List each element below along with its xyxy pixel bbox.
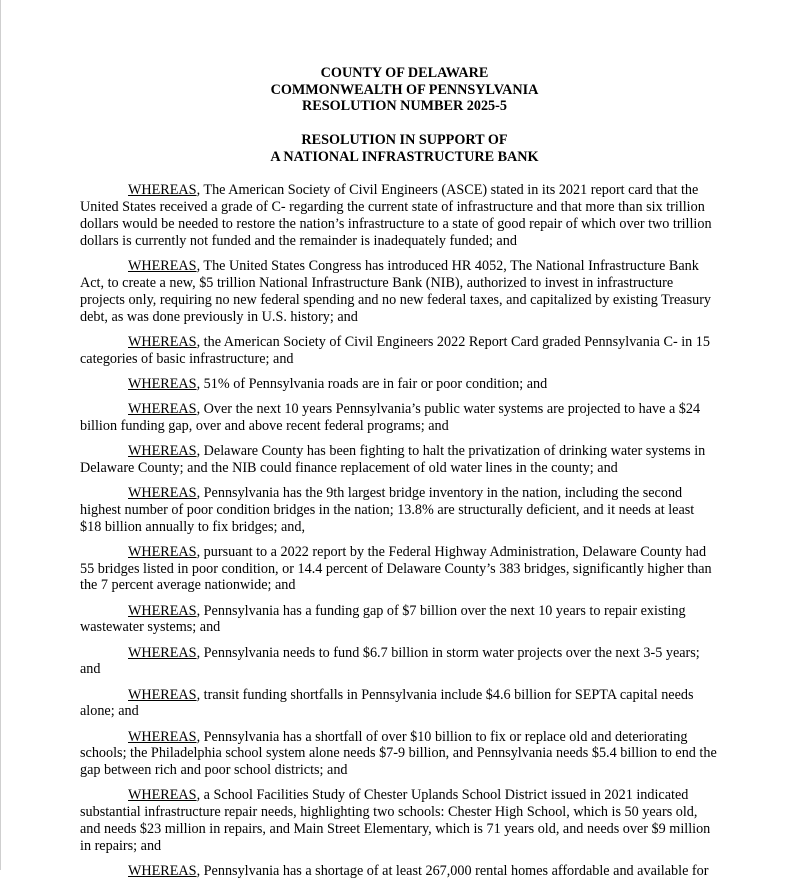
whereas-paragraph bbox=[80, 376, 742, 393]
paragraph-text-line: dollars would be needed to restore the nation’s infrastructure to a state of good repair of which over two trillion bbox=[80, 215, 712, 232]
whereas-keyword: WHEREAS bbox=[128, 484, 197, 501]
whereas-paragraph bbox=[80, 687, 742, 721]
paragraph-text-line: and needs $23 million in repairs, and Main Street Elementary, which is 71 years old, and needs over $9 million bbox=[80, 821, 711, 838]
paragraph-text-line: wastewater systems; and bbox=[80, 619, 221, 636]
paragraph-text-line: $18 billion annually to fix bridges; and, bbox=[80, 518, 305, 535]
whereas-paragraph bbox=[80, 863, 742, 880]
paragraph-text-line: , Pennsylvania has a shortage of at least 267,000 rental homes affordable and available for bbox=[196, 863, 709, 880]
whereas-paragraph bbox=[80, 485, 742, 536]
paragraph-text-line: schools; the Philadelphia school system alone needs $7-9 billion, and Pennsylvania needs $5.4 billion to end the bbox=[80, 745, 717, 762]
paragraph-text-line: in repairs; and bbox=[80, 838, 162, 855]
whereas-paragraph bbox=[80, 645, 742, 679]
whereas-keyword: WHEREAS bbox=[128, 863, 197, 880]
paragraph-text-line: billion funding gap, over and above recent federal programs; and bbox=[80, 417, 449, 434]
paragraph-text-line: and bbox=[80, 661, 101, 678]
whereas-paragraph bbox=[80, 603, 742, 637]
paragraph-text-line: , Over the next 10 years Pennsylvania’s public water systems are projected to have a $24 bbox=[196, 400, 701, 417]
whereas-keyword: WHEREAS bbox=[128, 787, 197, 804]
whereas-keyword: WHEREAS bbox=[128, 728, 197, 745]
whereas-paragraph bbox=[80, 401, 742, 435]
whereas-keyword: WHEREAS bbox=[128, 400, 197, 417]
whereas-keyword: WHEREAS bbox=[128, 602, 197, 619]
paragraph-text-line: highest number of poor condition bridges in the nation; 13.8% are structurally deficient, and it needs at least bbox=[80, 501, 695, 518]
whereas-keyword: WHEREAS bbox=[128, 375, 197, 392]
paragraph-text-line: the 7 percent average nationwide; and bbox=[80, 577, 296, 594]
whereas-keyword: WHEREAS bbox=[128, 644, 197, 661]
paragraph-text-line: categories of basic infrastructure; and bbox=[80, 350, 294, 367]
paragraph-text-line: , pursuant to a 2022 report by the Federal Highway Administration, Delaware County had bbox=[196, 543, 707, 560]
paragraph-text-line: debt, as was done previously in U.S. history; and bbox=[80, 308, 358, 325]
resolution-title-line-2: A NATIONAL INFRASTRUCTURE BANK bbox=[270, 148, 539, 165]
whereas-keyword: WHEREAS bbox=[128, 442, 197, 459]
paragraph-text-line: gap between rich and poor school districts; and bbox=[80, 762, 348, 779]
paragraph-text-line: Delaware County; and the NIB could finance replacement of old water lines in the county; and bbox=[80, 459, 618, 476]
whereas-paragraph bbox=[80, 182, 742, 250]
paragraph-text-line: , Pennsylvania needs to fund $6.7 billion in storm water projects over the next 3-5 years; bbox=[196, 644, 700, 661]
paragraph-text-line: , 51% of Pennsylvania roads are in fair or poor condition; and bbox=[196, 375, 548, 392]
paragraph-text-line: , The American Society of Civil Engineers (ASCE) stated in its 2021 report card that the bbox=[196, 182, 699, 198]
paragraph-text-line: alone; and bbox=[80, 703, 139, 720]
paragraph-text-line: , transit funding shortfalls in Pennsylvania include $4.6 billion for SEPTA capital needs bbox=[196, 686, 694, 703]
paragraph-text-line: projects only, requiring no new federal spending and no new federal taxes, and capitalized by existing Treasury bbox=[80, 291, 712, 308]
whereas-paragraph bbox=[80, 787, 742, 855]
whereas-paragraph bbox=[80, 443, 742, 477]
whereas-keyword: WHEREAS bbox=[128, 543, 197, 560]
paragraph-text-line: , Pennsylvania has a funding gap of $7 billion over the next 10 years to repair existing bbox=[196, 602, 686, 619]
header-county: COUNTY OF DELAWARE bbox=[320, 65, 489, 81]
header-commonwealth: COMMONWEALTH OF PENNSYLVANIA bbox=[270, 81, 539, 98]
resolution-body bbox=[80, 182, 742, 888]
whereas-paragraph bbox=[80, 258, 742, 326]
paragraph-text-line: , a School Facilities Study of Chester Uplands School District issued in 2021 indicated bbox=[196, 787, 689, 804]
paragraph-text-line: United States received a grade of C- regarding the current state of infrastructure and that more than six trillion bbox=[80, 198, 705, 215]
whereas-paragraph bbox=[80, 334, 742, 368]
paragraph-text-line: , Delaware County has been fighting to halt the privatization of drinking water systems in bbox=[196, 442, 706, 459]
whereas-keyword: WHEREAS bbox=[128, 686, 197, 703]
resolution-title-line-1: RESOLUTION IN SUPPORT OF bbox=[301, 132, 508, 148]
whereas-paragraph bbox=[80, 729, 742, 780]
whereas-keyword: WHEREAS bbox=[128, 182, 197, 198]
document-header bbox=[1, 65, 808, 115]
paragraph-text-line: , Pennsylvania has the 9th largest bridge inventory in the nation, including the second bbox=[196, 484, 683, 501]
paragraph-text-line: , the American Society of Civil Engineers 2022 Report Card graded Pennsylvania C- in 15 bbox=[196, 333, 710, 350]
paragraph-text-line: dollars is currently not funded and the remainder is inadequately funded; and bbox=[80, 232, 517, 249]
whereas-keyword: WHEREAS bbox=[128, 257, 197, 274]
paragraph-text-line: , The United States Congress has introduced HR 4052, The National Infrastructure Bank bbox=[196, 257, 699, 274]
whereas-keyword: WHEREAS bbox=[128, 333, 197, 350]
paragraph-text-line: Act, to create a new, $5 trillion National Infrastructure Bank (NIB), authorized to invest in infrastructure bbox=[80, 274, 674, 291]
resolution-title bbox=[1, 132, 808, 165]
paragraph-text-line: , Pennsylvania has a shortfall of over $10 billion to fix or replace old and deteriorating bbox=[196, 728, 688, 745]
paragraph-text-line: substantial infrastructure repair needs, highlighting two schools: Chester High School, which is 50 years old, bbox=[80, 804, 698, 821]
whereas-paragraph bbox=[80, 544, 742, 595]
paragraph-text-line: 55 bridges listed in poor condition, or 14.4 percent of Delaware County’s 383 bridges, significantly higher than bbox=[80, 560, 712, 577]
header-resolution-number: RESOLUTION NUMBER 2025-5 bbox=[302, 98, 507, 114]
